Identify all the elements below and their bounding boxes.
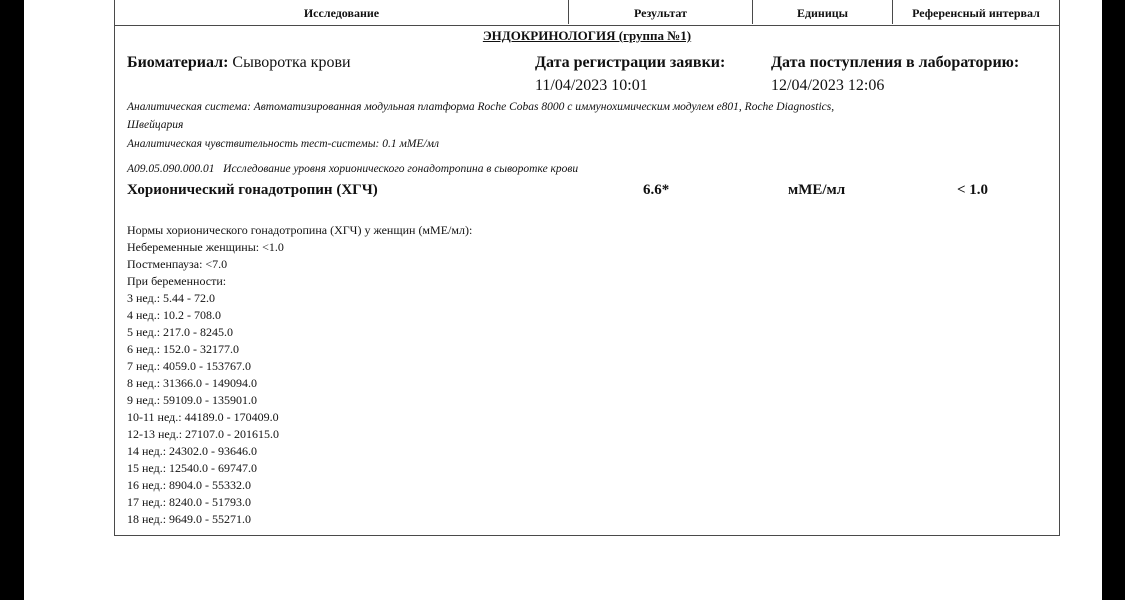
header-units: Единицы xyxy=(753,0,893,24)
analytic-system-line2: Швейцария xyxy=(127,119,184,131)
norms-line: 10-11 нед.: 44189.0 - 170409.0 xyxy=(127,410,279,424)
norms-line: 5 нед.: 217.0 - 8245.0 xyxy=(127,325,234,339)
analyte-units: мМЕ/мл xyxy=(788,182,846,198)
norms-line: 6 нед.: 152.0 - 32177.0 xyxy=(127,342,240,356)
analyte-result: 6.6* xyxy=(643,182,670,198)
norms-line: 14 нед.: 24302.0 - 93646.0 xyxy=(127,444,258,458)
norms-line: 9 нед.: 59109.0 - 135901.0 xyxy=(127,393,258,407)
registration-value: 11/04/2023 10:01 xyxy=(535,77,648,94)
section-title: ЭНДОКРИНОЛОГИЯ (группа №1) xyxy=(482,28,692,43)
registration-label: Дата регистрации заявки: xyxy=(535,54,726,71)
norms-line: 16 нед.: 8904.0 - 55332.0 xyxy=(127,478,252,492)
norms-line: 8 нед.: 31366.0 - 149094.0 xyxy=(127,376,258,390)
analytic-system-line1: Аналитическая система: Автоматизированная модульная платформа Roche Cobas 8000 с иммунохимическим модулем e801, Roche Diagnostics, xyxy=(127,101,835,113)
arrival-label: Дата поступления в лабораторию: xyxy=(771,54,1020,71)
norms-line: 15 нед.: 12540.0 - 69747.0 xyxy=(127,461,258,475)
analyte-reference: < 1.0 xyxy=(957,182,989,198)
arrival-value: 12/04/2023 12:06 xyxy=(771,77,885,94)
biomaterial-label: Биоматериал: xyxy=(127,54,229,71)
norms-line: 7 нед.: 4059.0 - 153767.0 xyxy=(127,359,252,373)
document-page xyxy=(24,0,1102,600)
norms-line: 12-13 нед.: 27107.0 - 201615.0 xyxy=(127,427,280,441)
norms-line: 4 нед.: 10.2 - 708.0 xyxy=(127,308,222,322)
norms-line: 17 нед.: 8240.0 - 51793.0 xyxy=(127,495,252,509)
norms-line: 3 нед.: 5.44 - 72.0 xyxy=(127,291,216,305)
norms-line: При беременности: xyxy=(127,274,227,288)
results-table xyxy=(114,0,1060,536)
norms-line: 18 нед.: 9649.0 - 55271.0 xyxy=(127,512,252,526)
biomaterial-value: Сыворотка крови xyxy=(232,54,351,71)
header-reference: Референсный интервал xyxy=(912,6,1040,20)
biomaterial xyxy=(127,54,351,72)
header-study: Исследование xyxy=(115,0,569,24)
norms-line: Постменпауза: <7.0 xyxy=(127,257,228,271)
norms-line: Нормы хорионического гонадотропина (ХГЧ) у женщин (мМЕ/мл): xyxy=(127,223,473,237)
header-result: Результат xyxy=(569,0,753,24)
test-code-line: A09.05.090.000.01 Исследование уровня хорионического гонадотропина в сыворотке крови xyxy=(127,163,579,175)
norms-list xyxy=(127,222,472,528)
analyte-name: Хорионический гонадотропин (ХГЧ) xyxy=(127,182,378,198)
table-header-row xyxy=(115,0,1059,26)
norms-line: Небеременные женщины: <1.0 xyxy=(127,240,284,254)
sensitivity-line: Аналитическая чувствительность тест-системы: 0.1 мМЕ/мл xyxy=(127,138,439,150)
